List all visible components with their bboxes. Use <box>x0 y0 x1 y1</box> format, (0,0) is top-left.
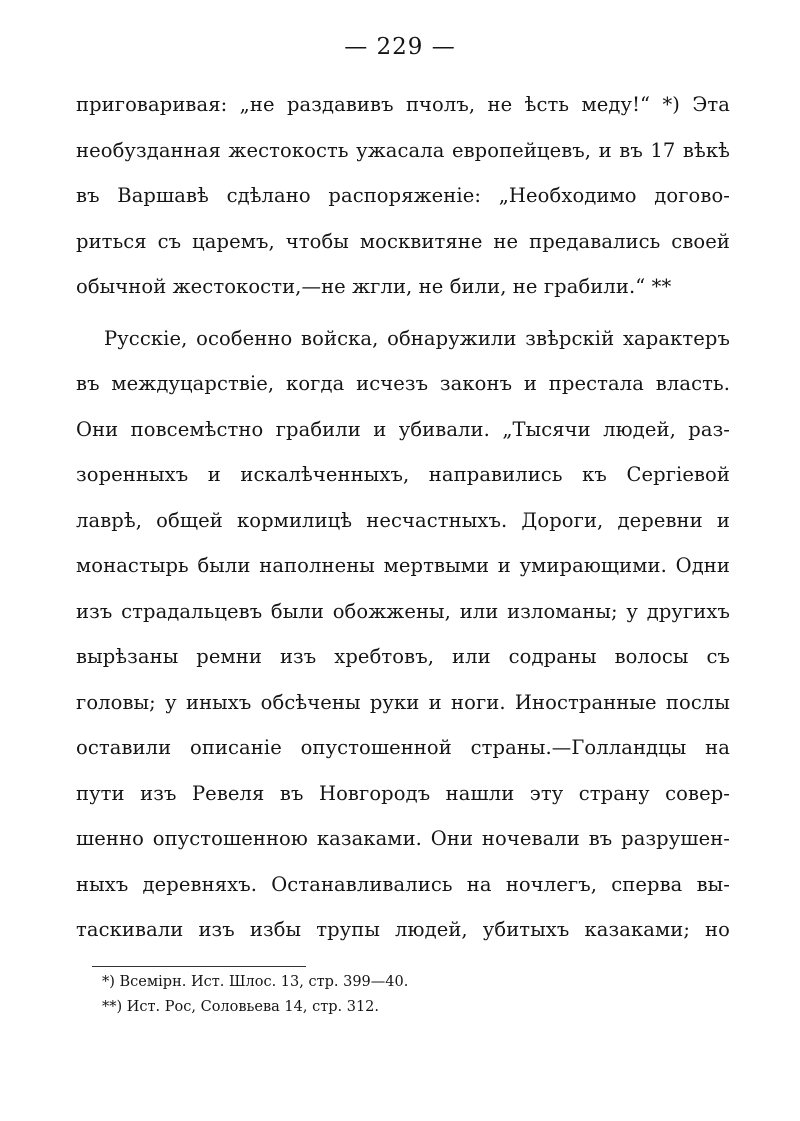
footnotes <box>102 970 702 1020</box>
text-line: таскивали изъ избы трупы людей, убитыхъ казаками; но <box>76 918 730 941</box>
text-line: зоренныхъ и искалѣченныхъ, направились къ Сергіевой <box>76 463 730 486</box>
text-line: въ междуцарствіе, когда исчезъ законъ и престала власть. <box>76 372 730 395</box>
paragraph-2 <box>76 316 730 953</box>
footnote-divider <box>92 966 306 967</box>
text-line: лаврѣ, общей кормилицѣ несчастныхъ. Дороги, деревни и <box>76 508 730 532</box>
text-line: изъ страдальцевъ были обожжены, или изломаны; у другихъ <box>76 599 730 623</box>
text-line: оставили описаніе опустошенной страны.—Голландцы на <box>76 736 730 759</box>
text-line: головы; у иныхъ обсѣчены руки и ноги. Иностранные послы <box>76 690 730 714</box>
text-line: ныхъ деревняхъ. Останавливались на ночлегъ, сперва вы- <box>76 872 730 896</box>
text-line: Они повсемѣстно грабили и убивали. „Тысячи людей, раз- <box>76 417 730 441</box>
footnote-2: **) Ист. Рос, Соловьева 14, стр. 312. <box>102 999 380 1015</box>
text-line: вырѣзаны ремни изъ хребтовъ, или содраны волосы съ <box>76 645 730 668</box>
page-number: — 229 — <box>344 34 456 60</box>
text-line: необузданная жестокость ужасала европейцевъ, и въ 17 вѣкѣ <box>76 138 730 162</box>
text-line: пути изъ Ревеля въ Новгородъ нашли эту страну совер- <box>76 781 730 805</box>
text-line: приговаривая: „не раздавивъ пчолъ, не ѣсть меду!“ *) Эта <box>76 93 730 116</box>
text-line: шенно опустошенною казаками. Они ночевали въ разрушен- <box>76 827 730 850</box>
text-line: Русскіе, особенно войска, обнаружили звѣрскій характеръ <box>104 326 730 350</box>
text-line: обычной жестокости,—не жгли, не били, не грабили.“ ** <box>76 275 672 298</box>
footnote-1: *) Всемірн. Ист. Шлос. 13, стр. 399—40. <box>102 974 409 990</box>
body-text <box>76 82 730 953</box>
paragraph-1 <box>76 82 730 310</box>
text-line: риться съ царемъ, чтобы москвитяне не предавались своей <box>76 229 730 253</box>
text-line: въ Варшавѣ сдѣлано распоряженіе: „Необходимо догово- <box>76 184 730 207</box>
text-line: монастырь были наполнены мертвыми и умирающими. Одни <box>76 554 730 577</box>
